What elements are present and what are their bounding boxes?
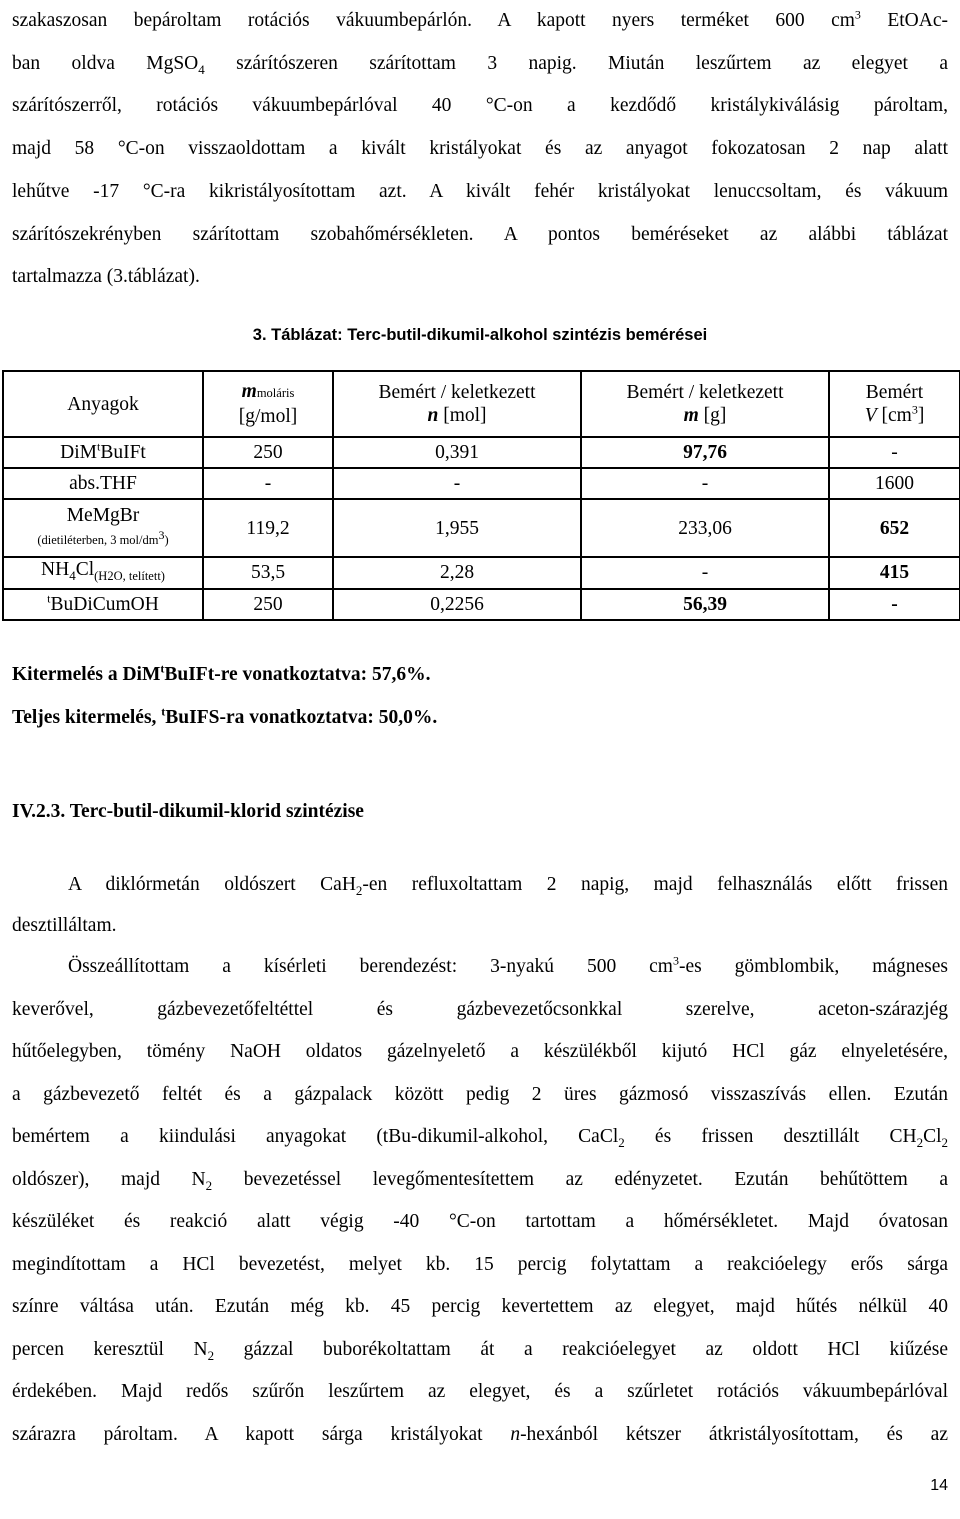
molar-mass-cell: 119,2 xyxy=(203,499,333,557)
molar-mass-cell: 53,5 xyxy=(203,557,333,589)
molar-mass-cell: - xyxy=(203,468,333,499)
table-header-row xyxy=(3,371,960,437)
text-line: a gázbevezető feltét és a gázpalack között pedig 2 üres gázmosó visszaszívás ellen. Ezután xyxy=(12,1083,948,1105)
text-line: majd 58 °C-on visszaoldottam a kivált kristályokat és az anyagot fokozatosan 2 nap alatt xyxy=(12,138,948,160)
material-name: $^t$BuDiCumOH xyxy=(3,589,203,620)
amount-cell: 2,28 xyxy=(333,557,581,589)
text-line: megindítottam a HCl bevezetést, melyet kb. 15 percig folytattam a reakcióelegy erős sárga xyxy=(12,1253,948,1275)
text-line: percen keresztül $N_2$ gázzal buborékoltattam át a reakcióelegyet az oldott HCl kiűzése xyxy=(12,1338,948,1363)
text-line: A diklórmetán oldószert CaH$_2$-en refluxoltattam 2 napig, majd felhasználás előtt frissen xyxy=(68,874,948,898)
header-molar-mass: mmoláris [g/mol] xyxy=(203,371,333,437)
mass-cell: 97,76 xyxy=(581,437,829,468)
volume-cell: 415 xyxy=(829,557,960,589)
mass-cell: 56,39 xyxy=(581,589,829,620)
text-line: készüléket és reakció alatt végig -40 °C-on tartottam a hőmérsékletet. Majd óvatosan xyxy=(12,1211,948,1232)
text-line: szárítószerről, rotációs vákuumbepárlóval 40 °C-on a kezdődő kristálykiválásig pároltam, xyxy=(12,95,948,117)
text-line: színre váltása után. Ezután még kb. 45 percig kevertettem az elegyet, majd hűtés nélkül 40 xyxy=(12,1296,948,1317)
text-line: hűtőelegyben, tömény NaOH oldatos gázelnyelető a készülékből kijutó HCl gáz elnyeletésére, xyxy=(12,1041,948,1062)
section-heading: IV.2.3. Terc-butil-dikumil-klorid szintézise xyxy=(12,801,364,822)
header-amount: Bemért / keletkezett n [mol] xyxy=(333,371,581,437)
amount-cell: 0,2256 xyxy=(333,589,581,620)
molar-mass-cell: 250 xyxy=(203,589,333,620)
table-row xyxy=(3,468,960,499)
table-row xyxy=(3,589,960,620)
material-name: abs.THF xyxy=(3,468,203,499)
amount-cell: 1,955 xyxy=(333,499,581,557)
table-row xyxy=(3,437,960,468)
text-line: Összeállítottam a kísérleti berendezést: 3-nyakú 500 $cm^3-es$ gömblombik, mágneses xyxy=(68,953,949,977)
volume-cell: 652 xyxy=(829,499,960,557)
material-name: DiM$^t$BuIFt xyxy=(3,437,203,468)
text-line: szárítószekrényben szárítottam szobahőmérsékleten. A pontos beméréseket az alábbi táblázat xyxy=(12,223,948,245)
text-line: szakaszosan bepároltam rotációs vákuumbepárlón. A kapott nyers terméket 600 $cm^3$ EtOAc- xyxy=(12,7,948,31)
header-mass: Bemért / keletkezett m [g] xyxy=(581,371,829,437)
page-number: 14 xyxy=(930,1477,948,1494)
paragraph-crystallization xyxy=(12,0,948,299)
header-materials: Anyagok xyxy=(3,371,203,437)
volume-cell: - xyxy=(829,437,960,468)
yield-line-2: Teljes kitermelés, $^t$BuIFS-ra vonatkoztatva: 50,0%. xyxy=(12,704,438,728)
volume-cell: 1600 xyxy=(829,468,960,499)
header-volume: Bemért V $[cm^3]$ xyxy=(829,371,960,437)
paragraph-solvent xyxy=(12,864,948,946)
text-line: bemértem a kiindulási anyagokat (tBu-dikumil-alkohol, CaCl$_2$ és frissen desztillált $CH_2Cl_2$ xyxy=(12,1126,948,1150)
paragraph-apparatus xyxy=(12,946,948,1456)
table-row xyxy=(3,499,960,557)
text-line: szárazra pároltam. A kapott sárga kristályokat n-hexánból kétszer átkristályosítottam, és az xyxy=(12,1423,948,1445)
table-row xyxy=(3,557,960,589)
molar-mass-cell: 250 xyxy=(203,437,333,468)
volume-cell: - xyxy=(829,589,960,620)
material-name: $NH_4Cl_{(H2O, telített)}$ xyxy=(3,557,203,589)
text-line: desztilláltam. xyxy=(12,915,117,936)
amount-cell: - xyxy=(333,468,581,499)
material-name: MeMgBr (dietiléterben, 3 mol/$dm^3$) xyxy=(3,499,203,557)
yield-line-1: Kitermelés a DiM$^t$BuIFt-re vonatkoztatva: 57,6%. xyxy=(12,661,431,685)
weighings-table xyxy=(2,370,960,621)
text-line: lehűtve -17 °C-ra kikristályosítottam azt. A kivált fehér kristályokat lenuccsoltam, és vákuum xyxy=(12,180,948,202)
text-line: oldószer), majd $N_2$ bevezetéssel levegőmentesítettem az edényzetet. Ezután behűtöttem a xyxy=(12,1168,948,1193)
mass-cell: 233,06 xyxy=(581,499,829,557)
text-line: ban oldva MgSO$_4$ szárítószeren szárítottam 3 napig. Miután leszűrtem az elegyet a xyxy=(12,52,948,77)
mass-cell: - xyxy=(581,557,829,589)
amount-cell: 0,391 xyxy=(333,437,581,468)
text-line: érdekében. Majd redős szűrőn leszűrtem az elegyet, és a szűrletet rotációs vákuumbepárlóval xyxy=(12,1381,948,1402)
text-line: tartalmazza (3.táblázat). xyxy=(12,266,200,288)
mass-cell: - xyxy=(581,468,829,499)
text-line: keverővel, gázbevezetőfeltéttel és gázbevezetőcsonkkal szerelve, aceton-szárazjég xyxy=(12,998,948,1020)
table-caption: 3. Táblázat: Terc-butil-dikumil-alkohol szintézis bemérései xyxy=(252,326,708,344)
